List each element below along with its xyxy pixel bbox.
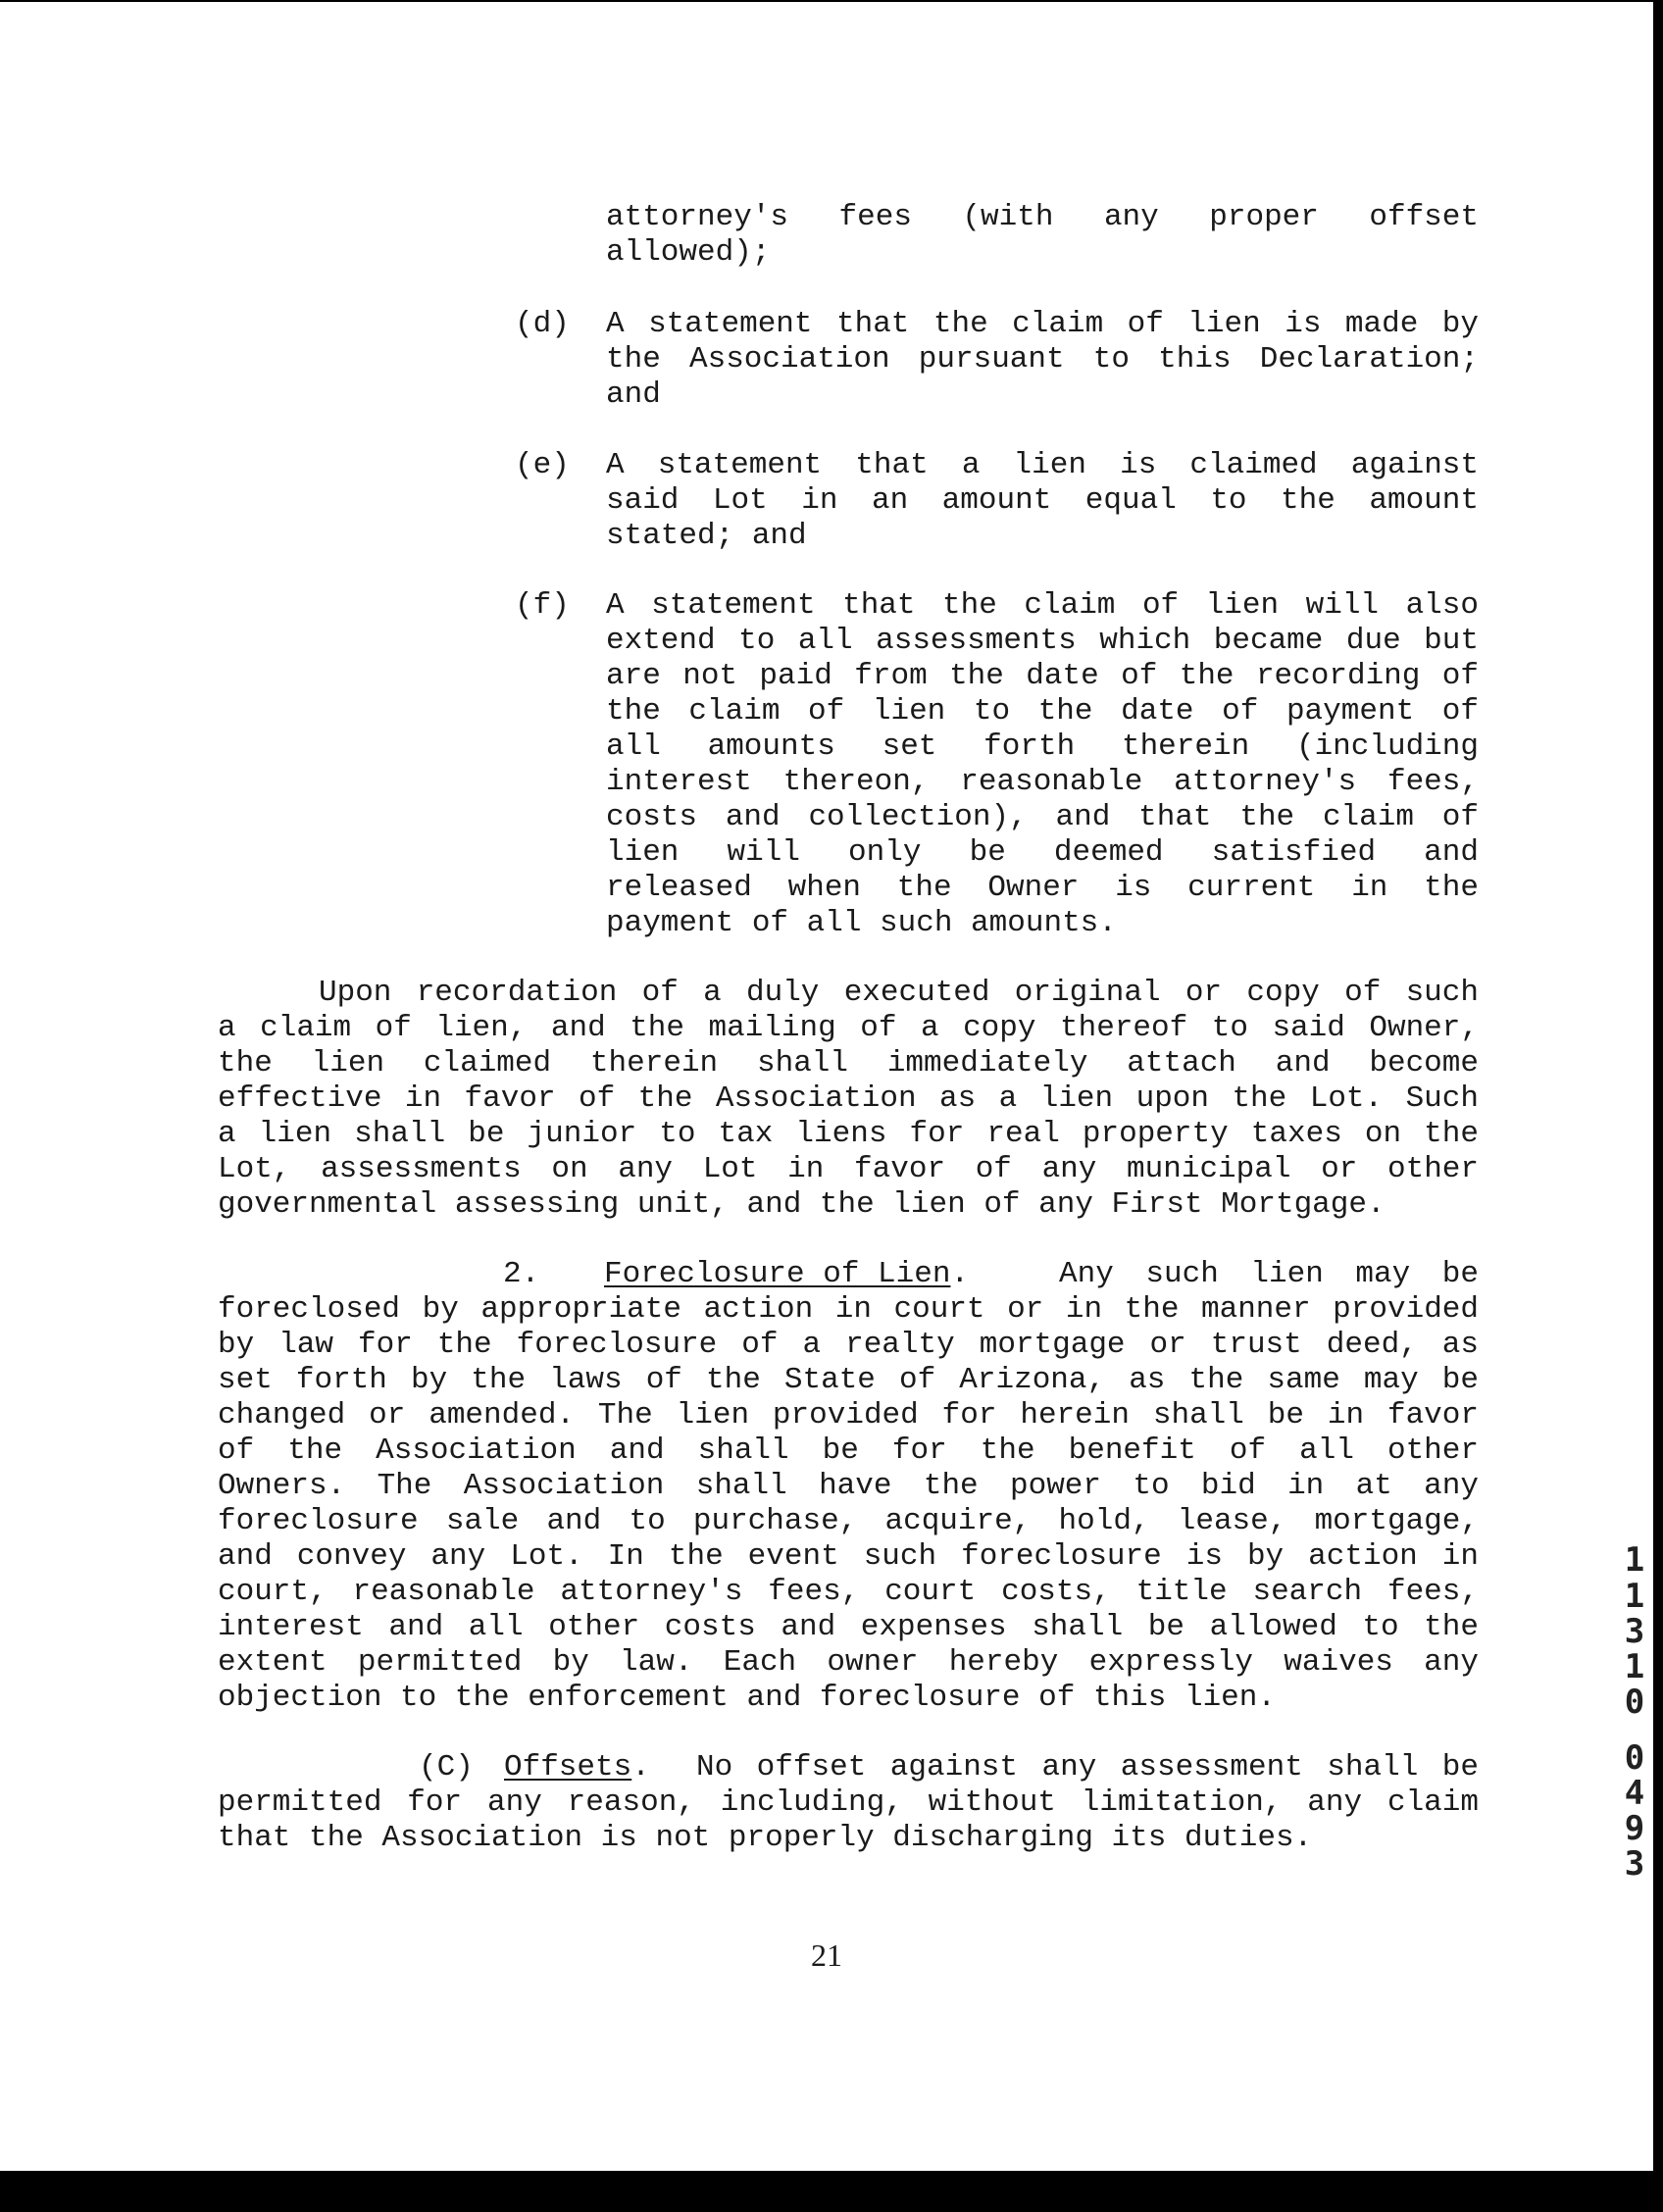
- margin-stamp-digit: 0: [1624, 1738, 1645, 1778]
- margin-stamp-digit: 3: [1624, 1844, 1645, 1884]
- item-d-marker: (d): [515, 307, 570, 341]
- item-e-marker: (e): [515, 448, 570, 482]
- margin-stamp-digit: 1: [1624, 1540, 1645, 1580]
- section-c-heading: [504, 1750, 650, 1785]
- item-e-line: stated; and: [606, 519, 807, 553]
- item-e-line: A statement that a lien is claimed against: [606, 448, 1479, 482]
- margin-stamp-digit: 3: [1624, 1612, 1645, 1651]
- section-c-first-line-rest: No offset against any assessment shall be: [696, 1750, 1479, 1785]
- item-f-line: interest thereon, reasonable attorney's fees,: [606, 765, 1479, 799]
- item-f-marker: (f): [515, 588, 570, 623]
- recordation-paragraph-line: a claim of lien, and the mailing of a copy thereof to said Owner,: [218, 1011, 1479, 1045]
- margin-stamp-digit: 4: [1624, 1774, 1645, 1813]
- item-f-line: A statement that the claim of lien will also: [606, 588, 1479, 623]
- margin-stamp-digit: 0: [1624, 1683, 1645, 1722]
- item-f-line: lien will only be deemed satisfied and: [606, 835, 1479, 870]
- section-2-heading-punct: .: [950, 1257, 970, 1291]
- scan-bottom-edge: [0, 2171, 1663, 2212]
- page-number: 21: [811, 1937, 842, 1973]
- section-c-marker: (C): [419, 1750, 474, 1785]
- section-2-line: set forth by the laws of the State of Arizona, as the same may be: [218, 1363, 1479, 1397]
- section-2-number: 2.: [503, 1257, 540, 1291]
- section-2-line: and convey any Lot. In the event such foreclosure is by action in: [218, 1539, 1479, 1574]
- section-c-heading-punct: .: [631, 1750, 650, 1785]
- item-f-line: costs and collection), and that the claim of: [606, 800, 1479, 834]
- section-c-line: that the Association is not properly discharging its duties.: [218, 1821, 1313, 1855]
- item-c-tail-line: allowed);: [606, 235, 771, 270]
- recordation-paragraph-line: governmental assessing unit, and the lien of any First Mortgage.: [218, 1187, 1386, 1222]
- recordation-paragraph-line: a lien shall be junior to tax liens for real property taxes on the: [218, 1117, 1479, 1151]
- recordation-paragraph-line: Lot, assessments on any Lot in favor of any municipal or other: [218, 1152, 1479, 1186]
- item-f-line: the claim of lien to the date of payment of: [606, 694, 1479, 729]
- section-2-line: court, reasonable attorney's fees, court costs, title search fees,: [218, 1575, 1479, 1609]
- section-2-line: Owners. The Association shall have the power to bid in at any: [218, 1469, 1479, 1503]
- item-d-line: and: [606, 377, 661, 412]
- item-f-line: extend to all assessments which became due but: [606, 624, 1479, 658]
- section-2-heading: [604, 1257, 969, 1292]
- section-2-line: interest and all other costs and expenses shall be allowed to the: [218, 1610, 1479, 1644]
- recordation-paragraph-line: effective in favor of the Association as a lien upon the Lot. Such: [218, 1081, 1479, 1116]
- margin-stamp-digit: 1: [1624, 1577, 1645, 1616]
- section-2-first-line-rest: Any such lien may be: [1059, 1257, 1479, 1291]
- recordation-paragraph-line: the lien claimed therein shall immediately attach and become: [218, 1046, 1479, 1081]
- section-c-heading-text: Offsets: [504, 1750, 632, 1785]
- section-2-line: objection to the enforcement and foreclosure of this lien.: [218, 1681, 1276, 1715]
- section-2-line: of the Association and shall be for the benefit of all other: [218, 1433, 1479, 1468]
- item-f-line: are not paid from the date of the recording of: [606, 659, 1479, 693]
- section-2-line: foreclosure sale and to purchase, acquire, hold, lease, mortgage,: [218, 1504, 1479, 1538]
- section-2-line: changed or amended. The lien provided for herein shall be in favor: [218, 1398, 1479, 1433]
- margin-stamp-digit: 1: [1624, 1647, 1645, 1686]
- item-d-line: A statement that the claim of lien is made by: [606, 307, 1479, 341]
- section-2-line: by law for the foreclosure of a realty mortgage or trust deed, as: [218, 1328, 1479, 1362]
- section-c-line: permitted for any reason, including, without limitation, any claim: [218, 1785, 1479, 1820]
- recordation-paragraph-line: Upon recordation of a duly executed original or copy of such: [319, 976, 1479, 1010]
- item-c-tail-line: attorney's fees (with any proper offset: [606, 200, 1479, 234]
- section-2-heading-text: Foreclosure of Lien: [604, 1257, 951, 1291]
- item-f-line: payment of all such amounts.: [606, 906, 1117, 940]
- item-e-line: said Lot in an amount equal to the amount: [606, 483, 1479, 518]
- section-2-line: foreclosed by appropriate action in court or in the manner provided: [218, 1292, 1479, 1327]
- item-f-line: released when the Owner is current in the: [606, 871, 1479, 905]
- section-2-line: extent permitted by law. Each owner hereby expressly waives any: [218, 1645, 1479, 1680]
- item-d-line: the Association pursuant to this Declaration;: [606, 342, 1479, 377]
- item-f-line: all amounts set forth therein (including: [606, 729, 1479, 764]
- margin-stamp-digit: 9: [1624, 1809, 1645, 1848]
